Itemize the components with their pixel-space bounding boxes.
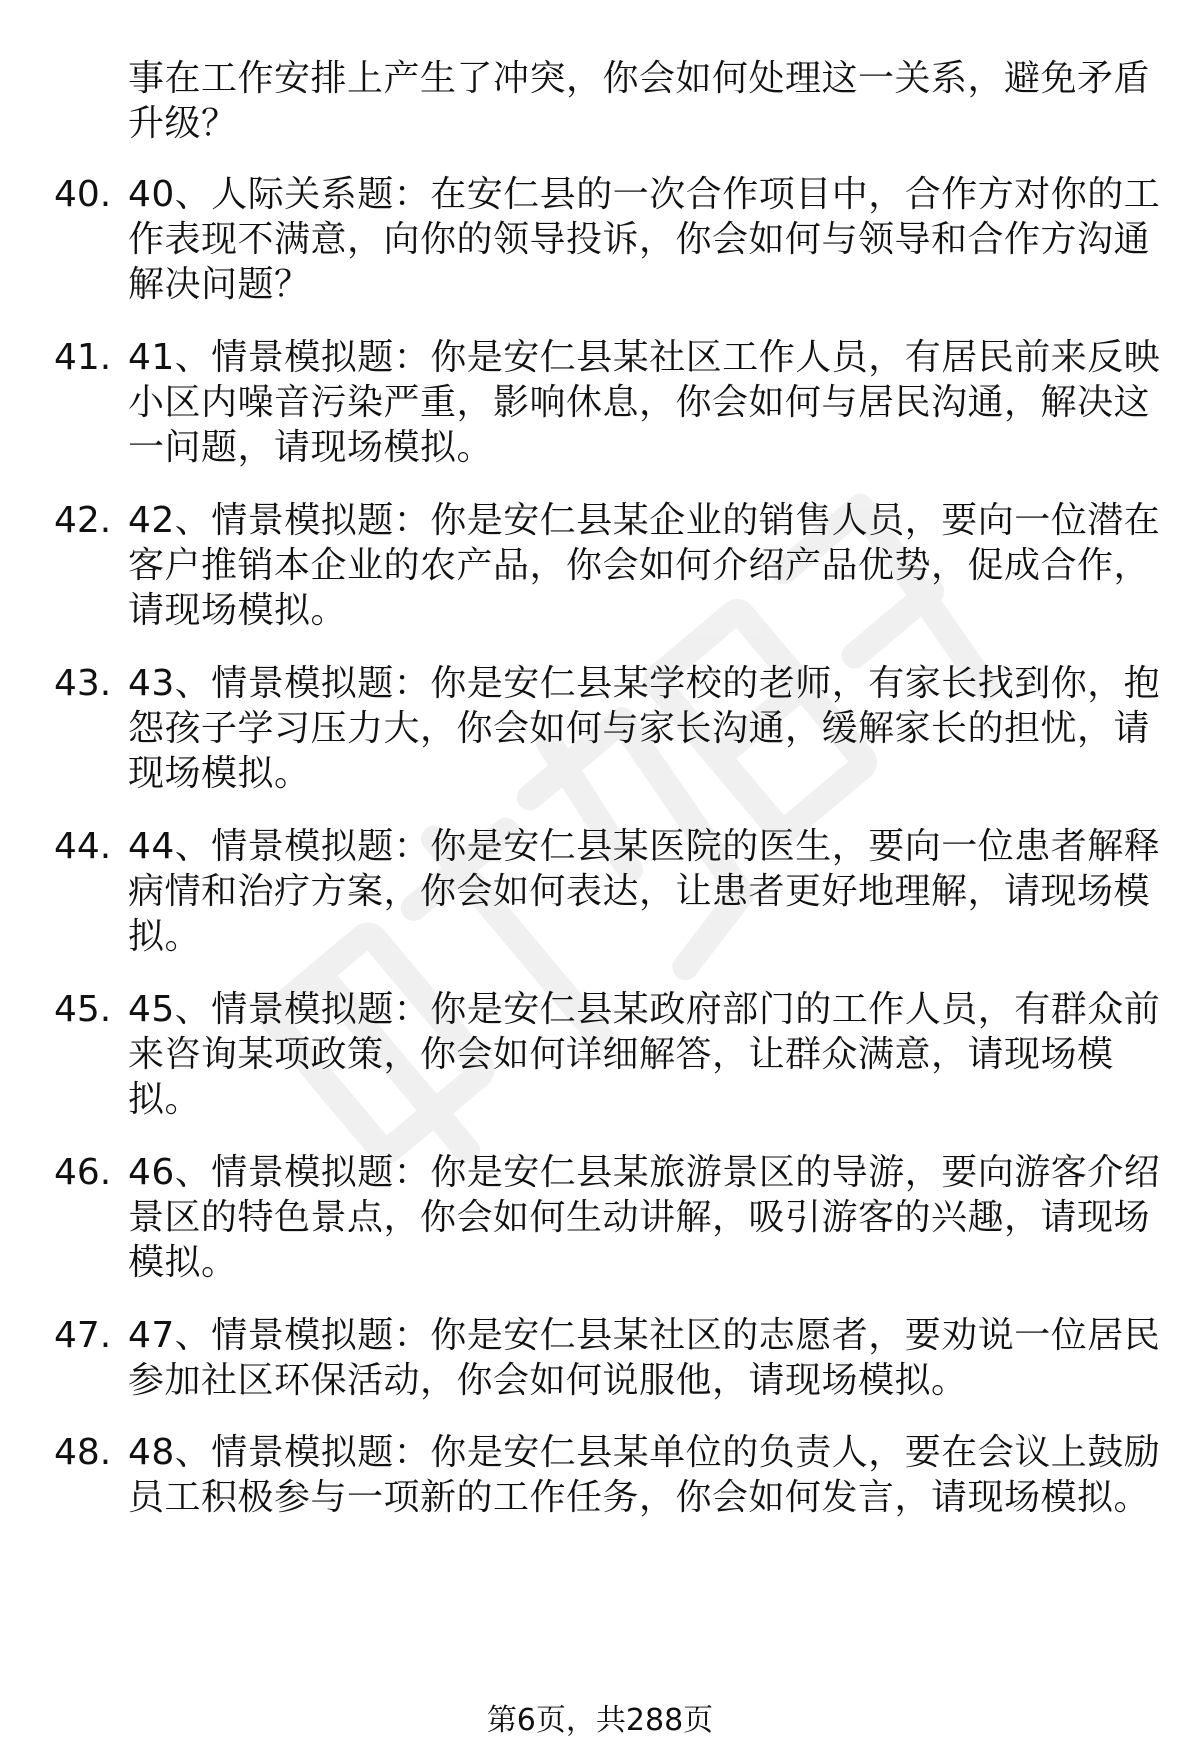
question-text-line: 40、人际关系题：在安仁县的一次合作项目中，合作方对你的工 — [128, 174, 1161, 215]
question-text-line: 解决问题？ — [128, 264, 311, 305]
question-text-line: 41、情景模拟题：你是安仁县某社区工作人员，有居民前来反映 — [128, 337, 1161, 378]
question-number: 46. — [54, 1152, 112, 1193]
question-text-line: 现场模拟。 — [128, 753, 311, 794]
text-line: 升级？ — [128, 103, 238, 144]
question-text-line: 43、情景模拟题：你是安仁县某学校的老师，有家长找到你，抱 — [128, 663, 1161, 704]
question-text-line: 员工积极参与一项新的工作任务，你会如何发言，请现场模拟。 — [128, 1477, 1151, 1518]
question-text-line: 42、情景模拟题：你是安仁县某企业的销售人员，要向一位潜在 — [128, 500, 1161, 541]
question-text-line: 景区的特色景点，你会如何生动讲解，吸引游客的兴趣，请现场 — [128, 1197, 1151, 1238]
question-text-line: 作表现不满意，向你的领导投诉，你会如何与领导和合作方沟通 — [128, 219, 1151, 260]
text-line: 事在工作安排上产生了冲突，你会如何处理这一关系，避免矛盾 — [128, 58, 1151, 99]
page-footer: 第6页，共288页 — [486, 1703, 714, 1738]
question-text-line: 客户推销本企业的农产品，你会如何介绍产品优势，促成合作， — [128, 545, 1151, 586]
question-text-line: 48、情景模拟题：你是安仁县某单位的负责人，要在会议上鼓励 — [128, 1432, 1161, 1473]
question-text-line: 请现场模拟。 — [128, 590, 348, 631]
question-number: 45. — [54, 989, 112, 1030]
question-number: 41. — [54, 337, 112, 378]
question-number: 42. — [54, 500, 112, 541]
question-text-line: 来咨询某项政策，你会如何详细解答，让群众满意，请现场模 — [128, 1034, 1114, 1075]
question-text-line: 44、情景模拟题：你是安仁县某医院的医生，要向一位患者解释 — [128, 826, 1161, 867]
question-text-line: 参加社区环保活动，你会如何说服他，请现场模拟。 — [128, 1360, 968, 1401]
question-text-line: 46、情景模拟题：你是安仁县某旅游景区的导游，要向游客介绍 — [128, 1152, 1161, 1193]
question-text-line: 45、情景模拟题：你是安仁县某政府部门的工作人员，有群众前 — [128, 989, 1161, 1030]
question-number: 43. — [54, 663, 112, 704]
question-number: 40. — [54, 174, 112, 215]
question-text-line: 拟。 — [128, 916, 202, 957]
question-text-line: 病情和治疗方案，你会如何表达，让患者更好地理解，请现场模 — [128, 871, 1151, 912]
question-text-line: 一问题，请现场模拟。 — [128, 427, 494, 468]
question-text-line: 47、情景模拟题：你是安仁县某社区的志愿者，要劝说一位居民 — [128, 1315, 1161, 1356]
question-number: 44. — [54, 826, 112, 867]
question-number: 47. — [54, 1315, 112, 1356]
question-text-line: 拟。 — [128, 1079, 202, 1120]
question-text-line: 怨孩子学习压力大，你会如何与家长沟通，缓解家长的担忧，请 — [128, 708, 1151, 749]
question-text-line: 模拟。 — [128, 1242, 238, 1283]
question-number: 48. — [54, 1432, 112, 1473]
question-text-line: 小区内噪音污染严重，影响休息，你会如何与居民沟通，解决这 — [128, 382, 1151, 423]
